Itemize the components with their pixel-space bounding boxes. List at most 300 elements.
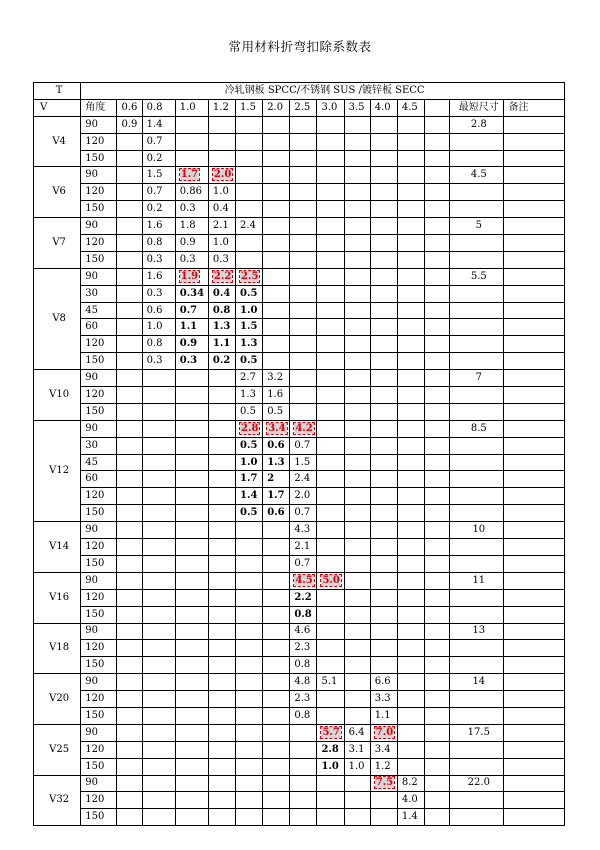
value-cell (263, 235, 290, 252)
value-cell (117, 150, 142, 167)
value-cell (208, 285, 235, 302)
value-cell (370, 370, 397, 387)
value-cell (142, 606, 175, 623)
value-cell (263, 471, 290, 488)
value-cell (117, 724, 142, 741)
value-cell (290, 488, 317, 505)
value-cell (175, 437, 208, 454)
angle-header: 角度 (81, 99, 117, 116)
value-cell (290, 792, 317, 809)
value-cell (208, 403, 235, 420)
value-cell (344, 623, 370, 640)
value-cell (317, 539, 344, 556)
table-row (34, 505, 565, 522)
value-text: 6.4 (348, 726, 365, 738)
min-size-cell: 2.8 (450, 116, 504, 133)
value-cell (344, 184, 370, 201)
value-cell (370, 792, 397, 809)
value-cell (370, 775, 397, 792)
material-header: 冷轧钢板 SPCC/不锈钢 SUS /镀锌板 SECC (81, 83, 565, 100)
value-cell (208, 201, 235, 218)
angle-cell: 90 (81, 623, 117, 640)
value-cell (236, 522, 263, 539)
value-cell (117, 319, 142, 336)
value-cell (370, 707, 397, 724)
value-cell (425, 184, 450, 201)
remark-header: 备注 (504, 99, 565, 116)
value-cell (317, 167, 344, 184)
value-text: 1.4 (146, 118, 163, 130)
value-cell (317, 522, 344, 539)
value-cell (370, 218, 397, 235)
value-cell (290, 420, 317, 437)
value-cell (117, 403, 142, 420)
value-cell (236, 454, 263, 471)
value-cell (344, 724, 370, 741)
value-cell (425, 454, 450, 471)
value-text: 1.3 (212, 321, 231, 333)
value-cell (344, 336, 370, 353)
remark-cell (504, 539, 565, 556)
value-cell (425, 471, 450, 488)
value-cell (263, 691, 290, 708)
value-cell (317, 623, 344, 640)
v-die-label: V7 (34, 218, 81, 269)
value-text: 0.6 (267, 507, 285, 519)
value-cell (370, 167, 397, 184)
value-cell (397, 488, 424, 505)
min-size-cell (450, 387, 504, 404)
value-cell (370, 657, 397, 674)
value-cell (317, 370, 344, 387)
value-cell (236, 302, 263, 319)
angle-cell: 90 (81, 268, 117, 285)
value-cell (236, 319, 263, 336)
value-cell (236, 235, 263, 252)
value-cell (142, 555, 175, 572)
value-text: 1.1 (179, 321, 198, 333)
value-cell (142, 133, 175, 150)
value-text: 3.1 (348, 743, 365, 755)
value-cell (117, 454, 142, 471)
value-cell (344, 707, 370, 724)
angle-cell: 150 (81, 809, 117, 826)
value-cell (425, 606, 450, 623)
table-row (34, 623, 565, 640)
value-cell (236, 674, 263, 691)
min-size-cell (450, 657, 504, 674)
value-cell (344, 505, 370, 522)
min-size-cell (450, 640, 504, 657)
remark-cell (504, 724, 565, 741)
value-cell (175, 522, 208, 539)
remark-cell (504, 674, 565, 691)
min-size-cell (450, 758, 504, 775)
value-text: 1.4 (401, 811, 418, 823)
value-cell (142, 691, 175, 708)
value-text: 1.1 (212, 338, 231, 350)
angle-cell: 90 (81, 724, 117, 741)
value-cell (117, 353, 142, 370)
value-text: 0.6 (146, 304, 163, 316)
value-text: 0.9 (179, 236, 196, 248)
value-text: 1.6 (146, 220, 163, 232)
value-cell (317, 420, 344, 437)
value-cell (236, 437, 263, 454)
value-cell (117, 437, 142, 454)
value-cell (370, 420, 397, 437)
min-size-cell (450, 741, 504, 758)
min-size-cell (450, 809, 504, 826)
value-cell (208, 251, 235, 268)
v-die-label: V25 (34, 724, 81, 775)
value-cell (117, 184, 142, 201)
value-text: 0.5 (240, 355, 258, 367)
table-row (34, 235, 565, 252)
value-cell (175, 370, 208, 387)
value-cell (397, 387, 424, 404)
value-cell (370, 572, 397, 589)
value-cell (208, 387, 235, 404)
value-cell (263, 454, 290, 471)
value-cell (236, 167, 263, 184)
value-cell (142, 336, 175, 353)
remark-cell (504, 522, 565, 539)
angle-cell: 90 (81, 167, 117, 184)
value-cell (175, 420, 208, 437)
value-cell (344, 150, 370, 167)
value-cell (263, 201, 290, 218)
value-cell (175, 150, 208, 167)
value-cell (425, 218, 450, 235)
value-text: 3.2 (267, 372, 284, 384)
value-cell (236, 471, 263, 488)
value-cell (208, 437, 235, 454)
remark-cell (504, 387, 565, 404)
table-row (34, 775, 565, 792)
value-cell (290, 403, 317, 420)
value-cell (425, 572, 450, 589)
value-cell (117, 555, 142, 572)
value-cell (175, 555, 208, 572)
value-cell (208, 235, 235, 252)
remark-cell (504, 640, 565, 657)
table-row (34, 116, 565, 133)
remark-cell (504, 691, 565, 708)
value-cell (117, 674, 142, 691)
min-size-cell: 17.5 (450, 724, 504, 741)
value-cell (117, 116, 142, 133)
value-cell (208, 218, 235, 235)
value-cell (317, 775, 344, 792)
value-text: 2.4 (240, 220, 256, 232)
highlighted-value: 2.0 (213, 169, 232, 181)
value-cell (263, 707, 290, 724)
value-cell (344, 403, 370, 420)
value-cell (142, 285, 175, 302)
value-cell (175, 691, 208, 708)
value-cell (236, 724, 263, 741)
value-cell (263, 758, 290, 775)
value-cell (370, 505, 397, 522)
value-cell (425, 674, 450, 691)
v-die-label: V18 (34, 623, 81, 674)
min-size-cell (450, 707, 504, 724)
value-cell (317, 235, 344, 252)
value-text: 0.86 (179, 186, 202, 198)
value-cell (142, 572, 175, 589)
value-cell (263, 572, 290, 589)
value-text: 1.0 (321, 760, 339, 772)
value-cell (370, 640, 397, 657)
min-size-cell (450, 235, 504, 252)
value-cell (263, 606, 290, 623)
value-cell (290, 471, 317, 488)
value-cell (175, 488, 208, 505)
value-cell (117, 758, 142, 775)
table-row (34, 640, 565, 657)
remark-cell (504, 403, 565, 420)
value-cell (263, 336, 290, 353)
value-cell (425, 319, 450, 336)
min-size-header: 最短尺寸 (450, 99, 504, 116)
value-cell (117, 505, 142, 522)
min-size-cell: 14 (450, 674, 504, 691)
value-cell (290, 674, 317, 691)
value-cell (117, 167, 142, 184)
value-text: 0.2 (146, 152, 163, 164)
angle-cell: 150 (81, 403, 117, 420)
value-cell (263, 133, 290, 150)
value-cell (236, 657, 263, 674)
value-cell (370, 758, 397, 775)
table-row (34, 420, 565, 437)
value-text: 1.1 (374, 709, 391, 721)
value-text: 0.2 (212, 355, 231, 367)
value-cell (290, 302, 317, 319)
value-cell (236, 640, 263, 657)
min-size-cell: 22.0 (450, 775, 504, 792)
remark-cell (504, 741, 565, 758)
table-row (34, 488, 565, 505)
value-text: 0.7 (294, 507, 311, 519)
value-cell (317, 353, 344, 370)
value-cell (117, 471, 142, 488)
thickness-header: 2.5 (290, 99, 317, 116)
remark-cell (504, 235, 565, 252)
value-cell (263, 505, 290, 522)
min-size-cell: 8.5 (450, 420, 504, 437)
value-cell (290, 555, 317, 572)
value-text: 0.4 (212, 287, 231, 299)
value-cell (175, 387, 208, 404)
value-cell (425, 505, 450, 522)
remark-cell (504, 809, 565, 826)
value-cell (290, 218, 317, 235)
value-cell (208, 589, 235, 606)
value-cell (344, 657, 370, 674)
highlighted-value: 7.5 (375, 777, 394, 789)
value-text: 2.1 (294, 540, 311, 552)
value-cell (344, 471, 370, 488)
value-cell (236, 488, 263, 505)
value-text: 1.0 (348, 760, 365, 772)
value-cell (263, 809, 290, 826)
value-cell (175, 133, 208, 150)
value-cell (344, 218, 370, 235)
value-text: 1.0 (146, 321, 163, 333)
min-size-cell (450, 505, 504, 522)
v-die-label: V20 (34, 674, 81, 725)
value-cell (175, 657, 208, 674)
value-cell (344, 674, 370, 691)
value-cell (370, 150, 397, 167)
value-cell (208, 488, 235, 505)
value-cell (370, 454, 397, 471)
value-text: 0.8 (212, 304, 231, 316)
value-cell (290, 505, 317, 522)
angle-cell: 90 (81, 420, 117, 437)
value-cell (344, 572, 370, 589)
value-text: 3.3 (374, 693, 391, 704)
v-label: V (34, 99, 81, 116)
value-cell (344, 555, 370, 572)
value-cell (290, 184, 317, 201)
value-cell (263, 218, 290, 235)
highlighted-value: 7.0 (375, 726, 394, 738)
value-cell (263, 522, 290, 539)
value-cell (370, 809, 397, 826)
value-cell (236, 251, 263, 268)
value-cell (344, 454, 370, 471)
value-cell (425, 437, 450, 454)
value-cell (208, 758, 235, 775)
value-text: 0.3 (179, 203, 196, 215)
angle-cell: 150 (81, 555, 117, 572)
value-cell (397, 640, 424, 657)
value-cell (236, 606, 263, 623)
value-text: 0.2 (146, 203, 163, 215)
value-cell (317, 555, 344, 572)
value-cell (370, 133, 397, 150)
value-cell (117, 623, 142, 640)
highlighted-value: 1.7 (180, 169, 199, 181)
table-row (34, 674, 565, 691)
value-cell (344, 420, 370, 437)
value-cell (370, 184, 397, 201)
value-cell (263, 539, 290, 556)
value-cell (175, 623, 208, 640)
value-cell (263, 353, 290, 370)
value-text: 3.4 (374, 743, 391, 755)
value-cell (208, 741, 235, 758)
value-text: 1.5 (146, 169, 163, 181)
value-cell (290, 623, 317, 640)
value-cell (263, 488, 290, 505)
value-text: 0.8 (146, 236, 163, 248)
value-text: 1.5 (240, 321, 258, 333)
value-cell (317, 606, 344, 623)
value-text: 0.3 (146, 355, 163, 367)
value-cell (142, 640, 175, 657)
value-cell (397, 539, 424, 556)
value-cell (290, 589, 317, 606)
value-text: 0.4 (212, 203, 229, 215)
value-cell (175, 167, 208, 184)
value-cell (317, 792, 344, 809)
value-text: 2.1 (212, 220, 229, 232)
angle-cell: 120 (81, 336, 117, 353)
value-cell (425, 775, 450, 792)
min-size-cell (450, 285, 504, 302)
angle-cell: 120 (81, 691, 117, 708)
value-cell (344, 285, 370, 302)
value-cell (317, 319, 344, 336)
min-size-cell (450, 792, 504, 809)
value-cell (425, 555, 450, 572)
value-cell (175, 674, 208, 691)
value-cell (370, 387, 397, 404)
value-cell (425, 116, 450, 133)
value-cell (397, 606, 424, 623)
value-cell (370, 319, 397, 336)
value-cell (208, 420, 235, 437)
value-cell (397, 505, 424, 522)
value-cell (397, 623, 424, 640)
value-cell (397, 116, 424, 133)
value-text: 0.3 (179, 253, 196, 265)
value-cell (175, 539, 208, 556)
value-text: 0.8 (294, 659, 311, 671)
value-cell (290, 809, 317, 826)
value-cell (117, 657, 142, 674)
value-cell (263, 640, 290, 657)
value-cell (117, 133, 142, 150)
min-size-cell: 10 (450, 522, 504, 539)
value-cell (142, 488, 175, 505)
value-cell (290, 285, 317, 302)
value-cell (370, 555, 397, 572)
value-cell (236, 184, 263, 201)
value-cell (344, 758, 370, 775)
value-cell (425, 741, 450, 758)
v-die-label: V10 (34, 370, 81, 421)
value-cell (425, 488, 450, 505)
value-cell (344, 539, 370, 556)
value-text: 0.3 (179, 355, 198, 367)
value-cell (117, 589, 142, 606)
value-cell (208, 150, 235, 167)
value-cell (425, 370, 450, 387)
value-cell (370, 724, 397, 741)
v-die-label: V14 (34, 522, 81, 573)
value-cell (142, 724, 175, 741)
value-cell (425, 403, 450, 420)
table-row (34, 522, 565, 539)
value-cell (263, 741, 290, 758)
angle-cell: 150 (81, 201, 117, 218)
value-cell (290, 353, 317, 370)
value-cell (317, 454, 344, 471)
value-cell (208, 539, 235, 556)
value-cell (370, 691, 397, 708)
value-cell (236, 116, 263, 133)
value-cell (317, 572, 344, 589)
angle-cell: 120 (81, 387, 117, 404)
value-cell (263, 403, 290, 420)
value-cell (344, 606, 370, 623)
value-cell (208, 606, 235, 623)
